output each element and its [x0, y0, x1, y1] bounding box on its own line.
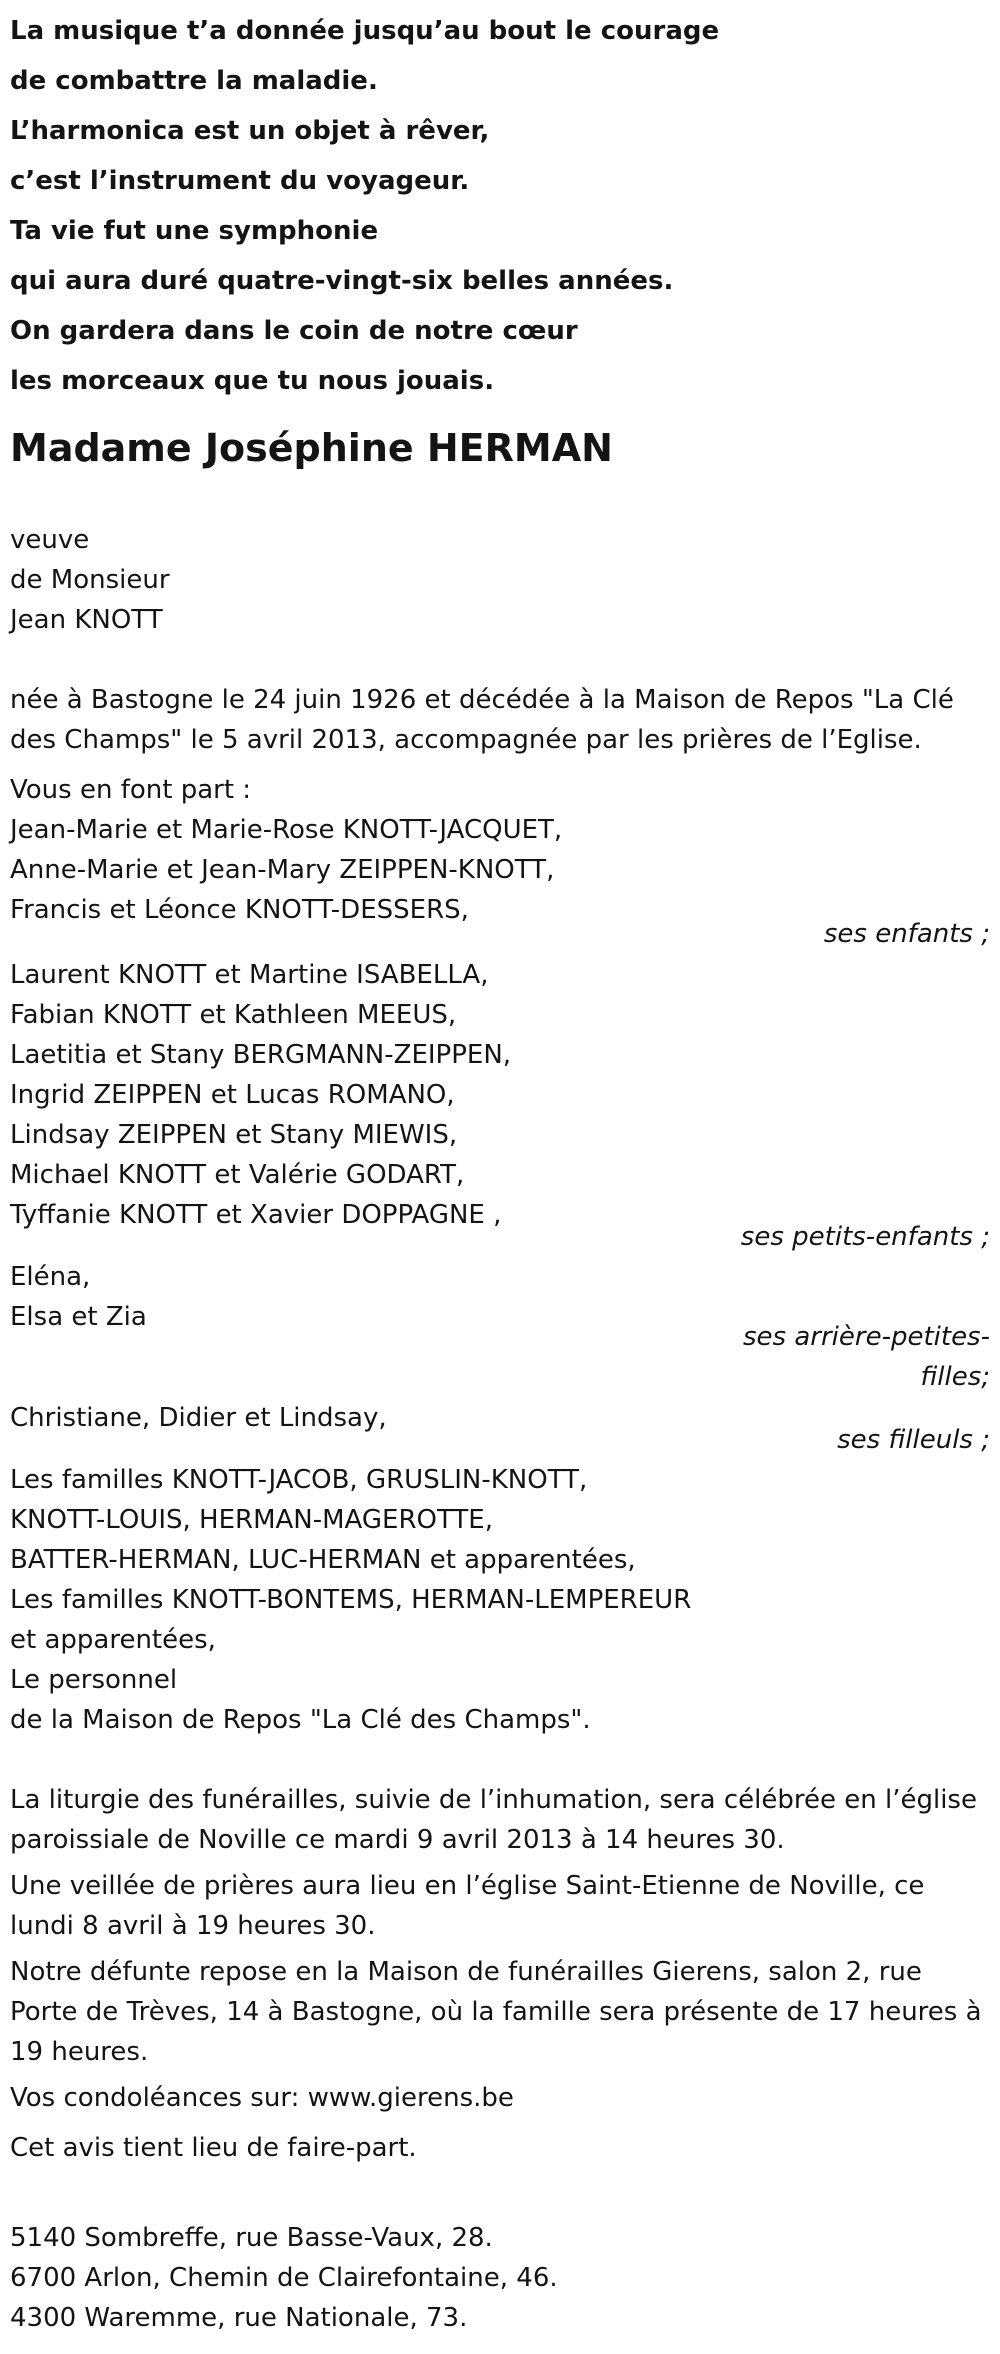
great-grandchild-name: Eléna,	[10, 1262, 91, 1292]
vigil-info: Une veillée de prières aura lieu en l’église Saint-Etienne de Noville, ce lundi 8 avril à 19 heures 30.	[10, 1871, 925, 1941]
poem-line: L’harmonica est un objet à rêver,	[10, 116, 490, 146]
poem-line: La musique t’a donnée jusqu’au bout le courage	[10, 16, 720, 46]
child-name: Francis et Léonce KNOTT-DESSERS,	[10, 895, 469, 925]
announce-block	[10, 770, 990, 930]
family-line: et apparentées,	[10, 1625, 216, 1655]
family-line: Les familles KNOTT-JACOB, GRUSLIN-KNOTT,	[10, 1465, 588, 1495]
poem-line: de combattre la maladie.	[10, 66, 378, 96]
godchildren-relation: ses filleuls ;	[837, 1425, 990, 1455]
funeral-info: La liturgie des funérailles, suivie de l’inhumation, sera célébrée en l’église paroissiale de Noville ce mardi 9 avril 2013 à 14 heures 30.	[10, 1785, 977, 1855]
grandchild-name: Laurent KNOTT et Martine ISABELLA,	[10, 960, 489, 990]
poem-line: c’est l’instrument du voyageur.	[10, 166, 470, 196]
spouse-block	[10, 520, 990, 640]
grandchild-name: Lindsay ZEIPPEN et Stany MIEWIS,	[10, 1120, 458, 1150]
funeral-text	[10, 1780, 990, 1860]
poem-line: qui aura duré quatre-vingt-six belles années.	[10, 266, 674, 296]
repose-text	[10, 1952, 990, 2072]
birth-death: née à Bastogne le 24 juin 1926 et décédée à la Maison de Repos "La Clé des Champs" le 5 avril 2013, accompagnée par les prières de l’Eglise.	[10, 685, 954, 755]
grandchild-name: Tyffanie KNOTT et Xavier DOPPAGNE ,	[10, 1200, 502, 1230]
spouse-line: Jean KNOTT	[10, 605, 163, 635]
families-block	[10, 1460, 990, 1740]
condolences-info: Vos condoléances sur: www.gierens.be	[10, 2083, 514, 2113]
child-name: Anne-Marie et Jean-Mary ZEIPPEN-KNOTT,	[10, 855, 555, 885]
condolences-text	[10, 2078, 990, 2118]
family-line: Le personnel	[10, 1665, 178, 1695]
address-line: 4300 Waremme, rue Nationale, 73.	[10, 2303, 468, 2333]
birth-death-text	[10, 680, 990, 760]
announce-intro: Vous en font part :	[10, 775, 252, 805]
grandchild-name: Laetitia et Stany BERGMANN-ZEIPPEN,	[10, 1040, 512, 1070]
godchild-name: Christiane, Didier et Lindsay,	[10, 1403, 387, 1433]
spouse-line: de Monsieur	[10, 565, 170, 595]
relation-line: ses arrière-petites-	[743, 1322, 990, 1352]
grandchildren-relation: ses petits-enfants ;	[740, 1222, 990, 1252]
poem	[10, 6, 990, 406]
family-line: BATTER-HERMAN, LUC-HERMAN et apparentées,	[10, 1545, 636, 1575]
grandchild-name: Michael KNOTT et Valérie GODART,	[10, 1160, 465, 1190]
family-line: KNOTT-LOUIS, HERMAN-MAGEROTTE,	[10, 1505, 493, 1535]
relation-line: filles;	[920, 1362, 990, 1392]
grandchild-name: Ingrid ZEIPPEN et Lucas ROMANO,	[10, 1080, 455, 1110]
spouse-line: veuve	[10, 525, 90, 555]
grandchild-name: Fabian KNOTT et Kathleen MEEUS,	[10, 1000, 457, 1030]
family-line: Les familles KNOTT-BONTEMS, HERMAN-LEMPEREUR	[10, 1585, 692, 1615]
notice-info: Cet avis tient lieu de faire-part.	[10, 2133, 417, 2163]
family-line: de la Maison de Repos "La Clé des Champs".	[10, 1705, 591, 1735]
notice-text	[10, 2128, 990, 2168]
poem-line: Ta vie fut une symphonie	[10, 216, 379, 246]
addresses-block	[10, 2218, 990, 2338]
great-grandchild-name: Elsa et Zia	[10, 1302, 147, 1332]
poem-line: les morceaux que tu nous jouais.	[10, 366, 495, 396]
children-relation: ses enfants ;	[823, 919, 990, 949]
vigil-text	[10, 1866, 990, 1946]
grandchildren-block	[10, 955, 990, 1235]
child-name: Jean-Marie et Marie-Rose KNOTT-JACQUET,	[10, 815, 563, 845]
poem-line: On gardera dans le coin de notre cœur	[10, 316, 578, 346]
address-line: 6700 Arlon, Chemin de Clairefontaine, 46.	[10, 2263, 558, 2293]
repose-info: Notre défunte repose en la Maison de funérailles Gierens, salon 2, rue Porte de Trèves, 14 à Bastogne, où la famille sera présente de 17 heures à 19 heures.	[10, 1957, 982, 2067]
address-line: 5140 Sombreffe, rue Basse-Vaux, 28.	[10, 2223, 493, 2253]
great-grandchildren-relation	[710, 1317, 990, 1397]
deceased-name: Madame Joséphine HERMAN	[10, 426, 613, 470]
